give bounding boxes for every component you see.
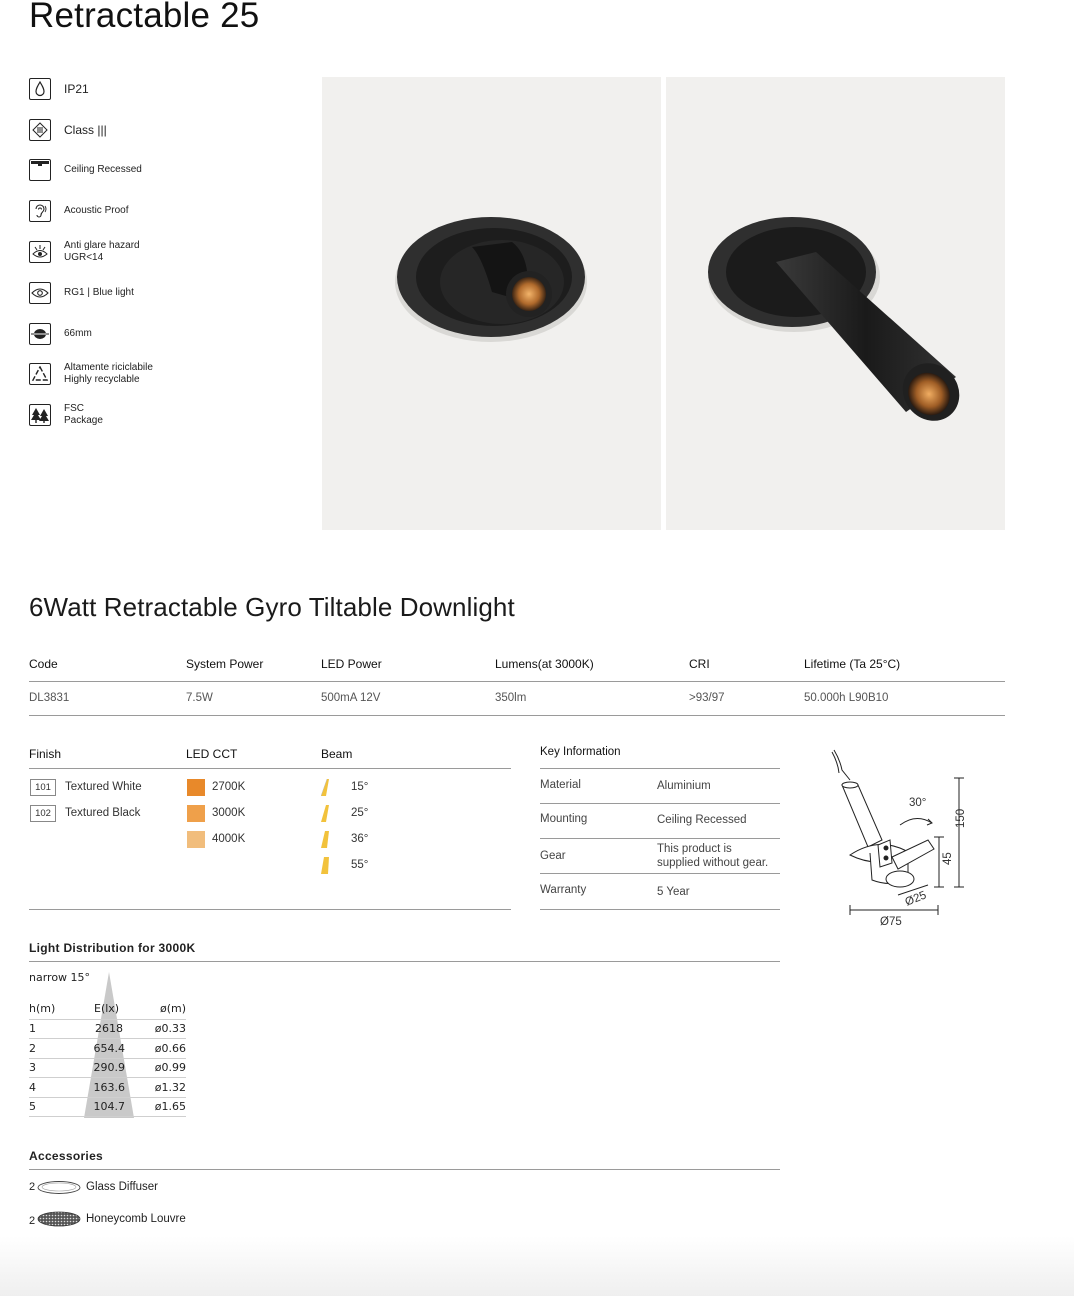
ld-illuminance: 163.6 [93, 1081, 125, 1094]
feature-recyclable [29, 361, 153, 387]
beam-55-icon [321, 857, 341, 874]
cct-swatch-3000k [187, 805, 205, 822]
key-info-value: Aluminium [657, 780, 711, 792]
key-info-label: Mounting [540, 813, 588, 825]
drawing-angle: 30° [909, 797, 927, 809]
divider [29, 715, 1005, 716]
ld-illuminance: 654.4 [93, 1042, 125, 1055]
finish-code-badge: 101 [30, 779, 56, 796]
ld-illuminance: 290.9 [93, 1061, 125, 1074]
ld-diameter: ø0.99 [154, 1061, 186, 1074]
divider [540, 838, 780, 839]
technical-drawing [820, 745, 980, 935]
product-photo-extended [666, 77, 1005, 530]
ceiling-recessed-icon [29, 159, 51, 181]
divider [29, 909, 511, 910]
accessory-label: Glass Diffuser [86, 1181, 159, 1193]
ld-diameter: ø1.65 [154, 1100, 186, 1113]
ld-diameter: ø0.66 [154, 1042, 186, 1055]
anti-glare-eye-icon [29, 241, 51, 263]
feature-label: FSC [64, 403, 84, 414]
accessory-qty: 2 [29, 1181, 36, 1193]
drawing-diameter-trim: Ø75 [880, 916, 902, 928]
ld-column-e: E(lx) [94, 1002, 120, 1015]
feature-label: Acoustic Proof [64, 205, 129, 216]
feature-label: Class ||| [64, 123, 107, 137]
feature-label: 66mm [64, 328, 92, 339]
feature-label: RG1 | Blue light [64, 287, 134, 298]
spec-value-system-power: 7.5W [186, 692, 213, 704]
spec-value-led-power: 500mA 12V [321, 692, 381, 704]
feature-acoustic [29, 198, 128, 224]
cct-header: LED CCT [186, 747, 238, 761]
key-info-value: This product is supplied without gear. [657, 843, 769, 869]
feature-fsc [29, 402, 103, 428]
recycle-icon [29, 363, 51, 385]
divider [540, 803, 780, 804]
ld-illuminance: 104.7 [93, 1100, 125, 1113]
key-info-label: Gear [540, 850, 566, 862]
feature-anti-glare [29, 239, 140, 265]
spec-header-cri: CRI [689, 657, 710, 671]
spec-header-lumens: Lumens(at 3000K) [495, 657, 594, 671]
divider [29, 1169, 780, 1170]
spec-header-system-power: System Power [186, 657, 264, 671]
ld-illuminance: 2618 [95, 1022, 123, 1035]
beam-label: 36° [351, 833, 369, 845]
beam-type-label: narrow 15° [29, 971, 91, 984]
feature-label: Highly recyclable [64, 374, 140, 385]
water-drop-icon [29, 78, 51, 100]
divider [29, 1019, 186, 1020]
beam-header: Beam [321, 747, 353, 761]
beam-label: 55° [351, 859, 369, 871]
feature-rg1 [29, 280, 134, 306]
key-info-label: Warranty [540, 884, 587, 896]
key-info-value: 5 Year [657, 886, 690, 898]
beam-label: 15° [351, 781, 369, 793]
divider [29, 1038, 186, 1039]
finish-label: Textured White [65, 781, 142, 793]
ld-height: 5 [29, 1100, 36, 1113]
feature-ceiling-recessed [29, 157, 142, 183]
beam-15-icon [321, 779, 341, 796]
cct-label: 2700K [212, 781, 246, 793]
cct-swatch-4000k [187, 831, 205, 848]
divider [29, 961, 780, 962]
finish-code-badge: 102 [30, 805, 56, 822]
drawing-diameter-head: Ø25 [903, 889, 929, 909]
finish-label: Textured Black [65, 807, 141, 819]
cut-out-icon [29, 323, 51, 345]
ld-column-d: ø(m) [159, 1002, 186, 1015]
feature-label: Package [64, 415, 103, 426]
divider [29, 1116, 186, 1117]
key-info-header: Key Information [540, 746, 621, 758]
product-photo-retracted [322, 77, 661, 530]
feature-label: IP21 [64, 82, 89, 96]
divider [540, 909, 780, 910]
drawing-height-total: 150 [955, 808, 967, 828]
spec-header-lifetime: Lifetime (Ta 25°C) [804, 657, 901, 671]
ld-height: 3 [29, 1061, 36, 1074]
accessory-qty: 2 [29, 1215, 36, 1227]
ld-diameter: ø1.32 [154, 1081, 186, 1094]
glass-diffuser-icon [36, 1180, 82, 1195]
divider [29, 1097, 186, 1098]
product-subtitle: 6Watt Retractable Gyro Tiltable Downlight [29, 592, 515, 622]
cct-label: 4000K [212, 833, 246, 845]
ld-diameter: ø0.33 [154, 1022, 186, 1035]
divider [29, 1058, 186, 1059]
divider [540, 768, 780, 769]
light-distribution-header: Light Distribution for 3000K [29, 941, 196, 955]
key-info-value: Ceiling Recessed [657, 814, 747, 826]
feature-label: UGR<14 [64, 252, 104, 263]
drawing-height-head: 45 [942, 852, 954, 865]
beam-label: 25° [351, 807, 369, 819]
divider [29, 1077, 186, 1078]
feature-class [29, 117, 107, 143]
eye-icon [29, 282, 51, 304]
divider [540, 873, 780, 874]
cct-label: 3000K [212, 807, 246, 819]
page-footer-shade [0, 1236, 1074, 1296]
cct-swatch-2700k [187, 779, 205, 796]
class-iii-icon [29, 119, 51, 141]
ld-column-h: h(m) [29, 1002, 56, 1015]
ld-height: 4 [29, 1081, 36, 1094]
accessories-header: Accessories [29, 1149, 104, 1163]
page-title: Retractable 25 [29, 0, 260, 35]
key-info-label: Material [540, 779, 581, 791]
spec-value-cri: >93/97 [689, 692, 725, 704]
divider [29, 681, 1005, 682]
trees-icon [29, 404, 51, 426]
spec-value-lumens: 350lm [495, 692, 527, 704]
ld-height: 2 [29, 1042, 36, 1055]
accessory-label: Honeycomb Louvre [86, 1213, 186, 1225]
beam-25-icon [321, 805, 341, 822]
ear-icon [29, 200, 51, 222]
ld-height: 1 [29, 1022, 36, 1035]
feature-label: Ceiling Recessed [64, 164, 142, 175]
feature-label: Anti glare hazard [64, 240, 140, 251]
honeycomb-louvre-icon [36, 1211, 82, 1227]
spec-value-lifetime: 50.000h L90B10 [804, 692, 889, 704]
feature-ip21 [29, 76, 89, 102]
spec-header-code: Code [29, 657, 58, 671]
feature-cut-out [29, 321, 92, 347]
finish-header: Finish [29, 747, 62, 761]
divider [29, 768, 511, 769]
beam-36-icon [321, 831, 341, 848]
spec-value-code: DL3831 [29, 692, 70, 704]
feature-label: Altamente riciclabile [64, 362, 153, 373]
spec-header-led-power: LED Power [321, 657, 382, 671]
